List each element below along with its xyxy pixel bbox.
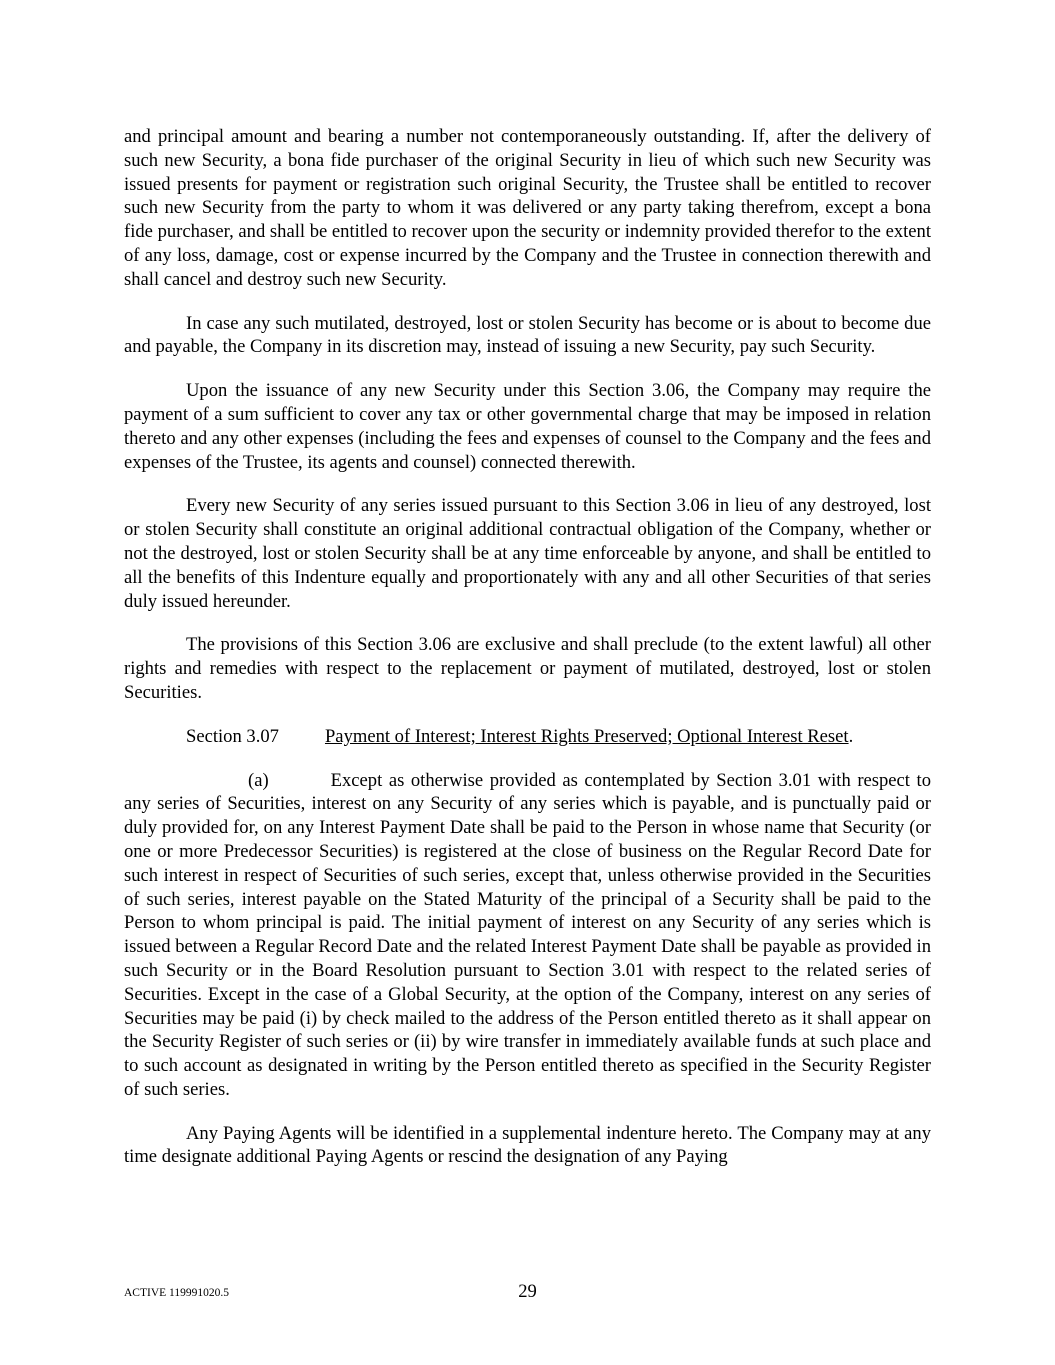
footer-document-id: ACTIVE 119991020.5 xyxy=(124,1287,229,1299)
paragraph-issuance-charges: Upon the issuance of any new Security under this Section 3.06, the Company may require the payment of a sum sufficient to cover any tax or other governmental charge that may be imposed in relation thereto and any other expenses (including the fees and expenses of counsel to the Company and the fees and expenses of the Trustee, its agents and counsel) connected therewith. xyxy=(124,380,931,473)
section-title: Payment of Interest; Interest Rights Preserved; Optional Interest Reset xyxy=(324,725,849,747)
paragraph-mutilated-security-due: In case any such mutilated, destroyed, lost or stolen Security has become or is about to become due and payable, the Company in its discretion may, instead of issuing a new Security, pay such Security. xyxy=(124,312,931,358)
paragraph-exclusive-provisions: The provisions of this Section 3.06 are exclusive and shall preclude (to the extent lawful) all other rights and remedies with respect to the replacement or payment of mutilated, destroyed, lost or stolen Securities. xyxy=(124,634,931,703)
paragraph-contractual-obligation: Every new Security of any series issued pursuant to this Section 3.06 in lieu of any destroyed, lost or stolen Security shall constitute an original additional contractual obligation of the Company, whether or not the destroyed, lost or stolen Security shall be at any time enforceable by anyone, and shall be entitled to all the benefits of this Indenture equally and proportionately with any and all other Securities of that series duly issued hereunder. xyxy=(124,495,931,612)
subsection-a-text: Except as otherwise provided as contemplated by Section 3.01 with respect to any series of Securities, interest on any Security of any series which is payable, and is punctually paid or duly provided for, on any Interest Payment Date shall be paid to the Person in whose name that Security (or one or more Predecessor Securities) is registered at the close of business on the Regular Record Date for such interest in respect of Securities of such series, except that, unless otherwise provided in the Securities of such series, interest payable on the Stated Maturity of the principal of a Security shall be paid to the Person to whom principal is paid. The initial payment of interest on any Security of any series which is issued between a Regular Record Date and the related Interest Payment Date shall be payable as provided in such Security or in the Board Resolution pursuant to Section 3.01 with respect to the related series of Securities. Except in the case of a Global Security, at the option of the Company, interest on any series of Securities may be paid (i) by check mailed to the address of the Person entitled thereto as it shall appear on the Security Register of such series or (ii) by wire transfer in immediately available funds at such place and to such account as designated in writing by the Person entitled thereto as specified in the Security Register of such series. xyxy=(124,769,931,1100)
page-number: 29 xyxy=(518,1281,537,1302)
paragraph-continuation: and principal amount and bearing a number not contemporaneously outstanding. If, after the delivery of such new Security, a bona fide purchaser of the original Security in lieu of which such new Security was issued presents for payment or registration such original Security, the Trustee shall be entitled to recover such new Security from the party to whom it was delivered or any party taking therefrom, except a bona fide purchaser, and shall be entitled to recover upon the security or indemnity provided therefor to the extent of any loss, damage, cost or expense incurred by the Company and the Trustee in connection therewith and shall cancel and destroy such new Security. xyxy=(124,126,931,290)
section-heading xyxy=(124,725,931,749)
subsection-a-marker: (a) xyxy=(248,769,269,791)
subsection-a xyxy=(124,769,931,1102)
section-title-period: . xyxy=(848,725,854,747)
document-body xyxy=(124,125,931,1189)
section-number: Section 3.07 xyxy=(186,725,279,747)
paragraph-paying-agents: Any Paying Agents will be identified in a supplemental indenture hereto. The Company may at any time designate additional Paying Agents or rescind the designation of any Paying xyxy=(124,1122,931,1168)
